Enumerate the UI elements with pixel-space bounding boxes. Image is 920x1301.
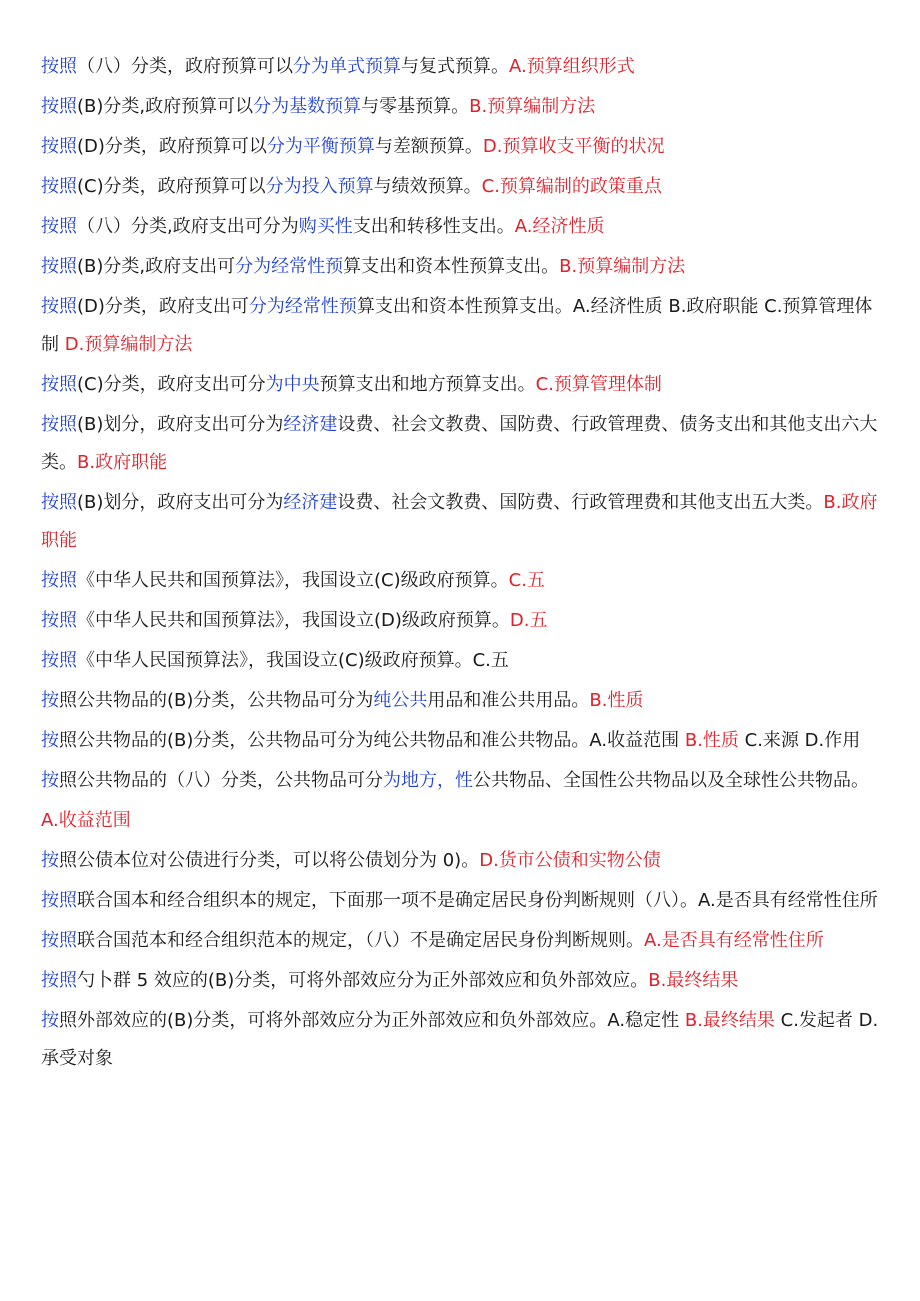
highlight-text: 分为经常性预: [235, 256, 344, 277]
highlight-text: 按照: [41, 56, 77, 77]
answer-text: B.预算编制方法: [559, 256, 686, 277]
question-text: 照公共物品的（八）分类，公共物品可分: [59, 770, 383, 791]
answer-text: B.最终结果: [648, 970, 739, 991]
question-text: (B)划分，政府支出可分为: [77, 492, 284, 513]
question-text: (B)分类,政府预算可以: [77, 96, 254, 117]
highlight-text: 按照: [41, 296, 77, 317]
question-entry: [41, 484, 880, 560]
highlight-text: 分为基数预算: [253, 96, 362, 117]
highlight-text: 按照: [41, 492, 77, 513]
question-entry: [41, 842, 880, 880]
highlight-text: 按照: [41, 414, 77, 435]
answer-text: C.五: [508, 570, 545, 591]
answer-text: A.收益范围: [41, 810, 131, 831]
highlight-text: 经济建: [283, 414, 338, 435]
question-entry: [41, 922, 880, 960]
question-entry: [41, 1002, 880, 1078]
question-text: C.发起者 D.承受对象: [41, 1010, 879, 1069]
answer-text: D.预算编制方法: [64, 334, 193, 355]
answer-text: B.预算编制方法: [469, 96, 596, 117]
question-entry: [41, 168, 880, 206]
highlight-text: 分为投入预算: [265, 176, 374, 197]
question-text: 联合国本和经合组织本的规定，下面那一项不是确定居民身份判断规则（八）。A.是否具有经常性住所: [77, 890, 878, 911]
question-text: 用品和准公共用品。: [427, 690, 590, 711]
question-text: (C)分类，政府支出可分: [77, 374, 266, 395]
question-text: 设费、社会文教费、国防费、行政管理费、债务支出和其他支出六大类。: [41, 414, 878, 473]
answer-text: A.预算组织形式: [509, 56, 635, 77]
highlight-text: 分为平衡预算: [266, 136, 375, 157]
question-text: (D)分类，政府预算可以: [77, 136, 267, 157]
question-entry: [41, 48, 880, 86]
question-text: 照公共物品的(B)分类，公共物品可分为纯公共物品和准公共物品。A.收益范围: [59, 730, 685, 751]
highlight-text: 按照: [41, 216, 77, 237]
question-entry: [41, 128, 880, 166]
highlight-text: 按照: [41, 930, 77, 951]
answer-text: B.最终结果: [684, 1010, 775, 1031]
question-entry: [41, 208, 880, 246]
highlight-text: 按: [41, 770, 59, 791]
highlight-text: 经济建: [283, 492, 338, 513]
question-text: C.来源 D.作用: [738, 730, 861, 751]
question-text: 与绩效预算。: [373, 176, 482, 197]
highlight-text: 购买性: [298, 216, 353, 237]
question-text: 勺卜群 5 效应的(B)分类，可将外部效应分为正外部效应和负外部效应。: [77, 970, 649, 991]
question-entry: [41, 562, 880, 600]
question-text: 预算支出和地方预算支出。: [319, 374, 536, 395]
highlight-text: 为地方，性: [383, 770, 473, 791]
question-text: 照外部效应的(B)分类，可将外部效应分为正外部效应和负外部效应。A.稳定性: [59, 1010, 685, 1031]
question-list: [41, 48, 880, 1078]
question-text: 《中华人民共和国预算法》，我国设立(D)级政府预算。: [77, 610, 510, 631]
question-text: （八）分类,政府支出可分为: [77, 216, 299, 237]
question-text: 与差额预算。: [374, 136, 483, 157]
question-text: 联合国范本和经合组织范本的规定，（八）不是确定居民身份判断规则。: [77, 930, 644, 951]
answer-text: A.是否具有经常性住所: [644, 930, 824, 951]
question-entry: [41, 366, 880, 404]
answer-text: B.性质: [589, 690, 644, 711]
question-text: 算支出和资本性预算支出。A.经济性质 B.政府职能 C.预算管理体制: [41, 296, 873, 355]
question-text: 与零基预算。: [361, 96, 470, 117]
question-text: (B)分类,政府支出可: [77, 256, 236, 277]
question-entry: [41, 248, 880, 286]
question-text: 《中华人民共和国预算法》，我国设立(C)级政府预算。: [77, 570, 509, 591]
answer-text: B.性质: [684, 730, 739, 751]
highlight-text: 按照: [41, 890, 77, 911]
question-entry: [41, 602, 880, 640]
answer-text: C.预算管理体制: [535, 374, 662, 395]
answer-text: D.五: [509, 610, 548, 631]
answer-text: B.政府职能: [77, 452, 168, 473]
highlight-text: 按照: [41, 176, 77, 197]
question-text: (D)分类，政府支出可: [77, 296, 249, 317]
question-text: （八）分类，政府预算可以: [77, 56, 293, 77]
question-entry: [41, 88, 880, 126]
highlight-text: 分为经常性预: [248, 296, 357, 317]
highlight-text: 按: [41, 1010, 59, 1031]
question-entry: [41, 802, 880, 840]
question-text: 算支出和资本性预算支出。: [343, 256, 560, 277]
highlight-text: 按: [41, 690, 59, 711]
question-entry: [41, 762, 880, 800]
answer-text: D.货市公债和实物公债: [479, 850, 661, 871]
question-text: 与复式预算。: [401, 56, 509, 77]
answer-text: B.政府职能: [41, 492, 878, 551]
highlight-text: 按照: [41, 256, 77, 277]
question-text: 支出和转移性支出。: [352, 216, 515, 237]
question-entry: [41, 642, 880, 680]
highlight-text: 为中央: [265, 374, 320, 395]
answer-text: A.经济性质: [514, 216, 605, 237]
answer-text: D.预算收支平衡的状况: [482, 136, 665, 157]
question-entry: [41, 288, 880, 364]
highlight-text: 按照: [41, 610, 77, 631]
highlight-text: 按照: [41, 374, 77, 395]
question-entry: [41, 882, 880, 920]
question-text: (B)划分，政府支出可分为: [77, 414, 284, 435]
question-text: 照公共物品的(B)分类，公共物品可分为: [59, 690, 374, 711]
highlight-text: 按: [41, 850, 59, 871]
question-text: (C)分类，政府预算可以: [77, 176, 266, 197]
highlight-text: 分为单式预算: [293, 56, 401, 77]
question-text: 《中华人民国预算法》，我国设立(C)级政府预算。C.五: [77, 650, 509, 671]
highlight-text: 按照: [41, 570, 77, 591]
highlight-text: 纯公共: [373, 690, 428, 711]
answer-text: C.预算编制的政策重点: [481, 176, 662, 197]
highlight-text: 按照: [41, 96, 77, 117]
highlight-text: 按照: [41, 136, 77, 157]
highlight-text: 按照: [41, 650, 77, 671]
question-text: 照公债本位对公债进行分类，可以将公债划分为 0)。: [59, 850, 480, 871]
question-entry: [41, 682, 880, 720]
highlight-text: 按: [41, 730, 59, 751]
question-text: 公共物品、全国性公共物品以及全球性公共物品。: [473, 770, 869, 791]
highlight-text: 按照: [41, 970, 77, 991]
question-entry: [41, 406, 880, 482]
question-text: 设费、社会文教费、国防费、行政管理费和其他支出五大类。: [337, 492, 824, 513]
question-entry: [41, 722, 880, 760]
question-entry: [41, 962, 880, 1000]
